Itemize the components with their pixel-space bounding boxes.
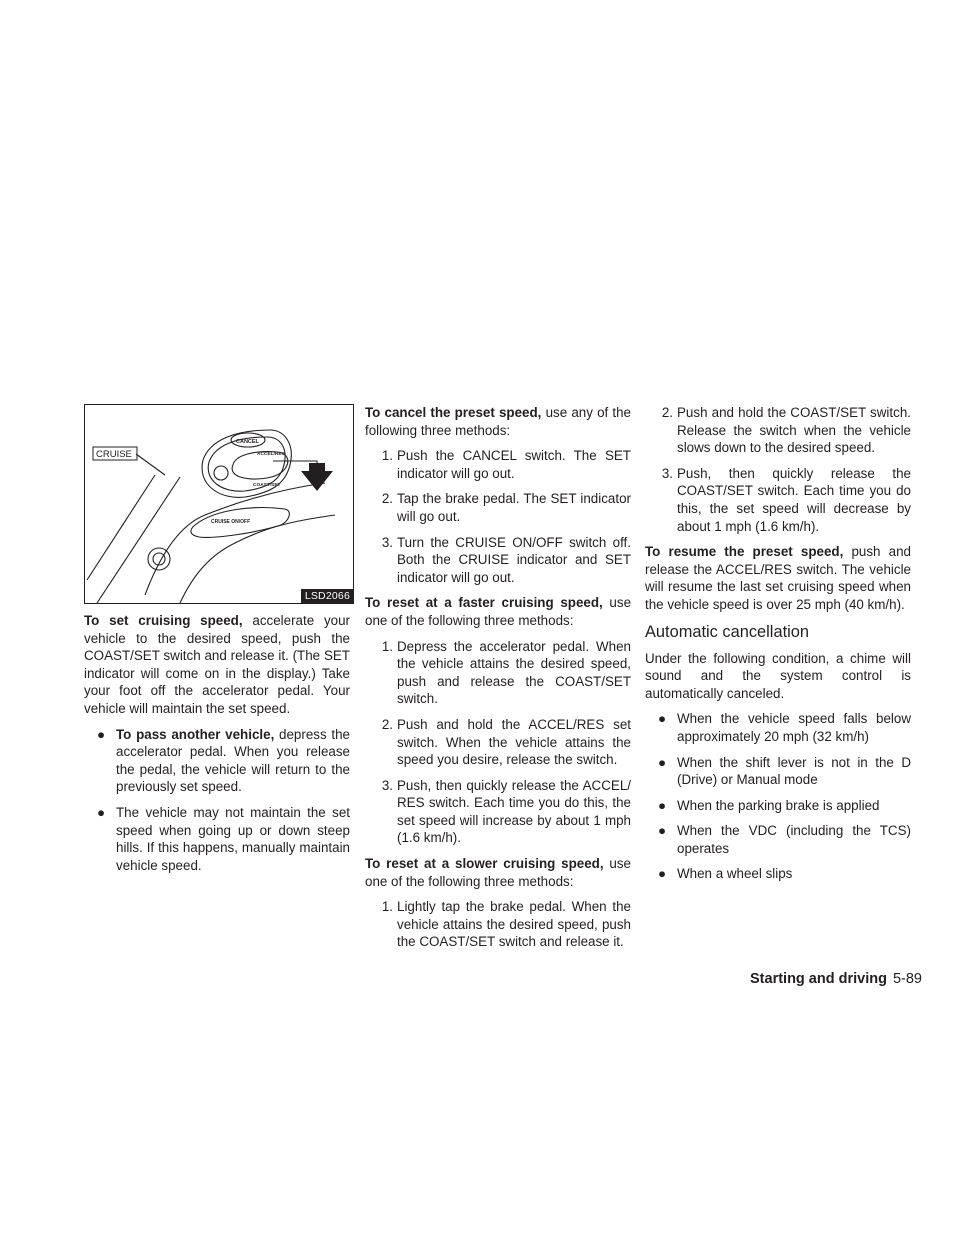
set-lead: To set cruising speed, bbox=[84, 613, 243, 628]
cruise-onoff-switch-label: CRUISE ON/OFF bbox=[211, 519, 251, 525]
column-3 bbox=[645, 404, 911, 891]
steering-wheel-drawing bbox=[85, 405, 353, 603]
accel-res-switch-label: ACCEL/RES bbox=[257, 452, 285, 457]
auto-cancel-intro: Under the following condition, a chime will sound and the system control is automatically canceled. bbox=[645, 650, 911, 701]
section-heading: Automatic cancellation bbox=[645, 622, 809, 641]
section-name: Starting and driving bbox=[750, 971, 887, 987]
list-item: 2. Push and hold the ACCEL/RES set switch. When the vehicle attains the speed you desire, release the switch. bbox=[381, 716, 631, 768]
bullet-mark: ● bbox=[658, 866, 667, 882]
cruise-switch-illustration bbox=[84, 404, 354, 604]
column-2 bbox=[365, 404, 631, 959]
bullet-mark: ● bbox=[658, 754, 667, 770]
list-item: ● When a wheel slips bbox=[658, 866, 793, 882]
list-item: 2. Tap the brake pedal. The SET indicator will go out. bbox=[381, 491, 631, 524]
list-item: ● When the shift lever is not in the D (Drive) or Manual mode bbox=[658, 754, 911, 788]
list-item: 1. Depress the accelerator pedal. When the vehicle attains the desired speed, push and release the COAST/SET switch. bbox=[381, 638, 631, 707]
list-item: 1. Lightly tap the brake pedal. When the vehicle attains the desired speed, push the COAST/SET switch and release it. bbox=[381, 899, 631, 950]
list-item: 3. Push, then quickly release the COAST/SET switch. Each time you do this, the set speed will decrease by about 1 mph (1.6 km/h). bbox=[661, 465, 911, 534]
page-number: 5-89 bbox=[892, 971, 922, 987]
slower-speed-paragraph: To reset at a slower cruising speed, use one of the following three methods: bbox=[365, 856, 632, 889]
cruise-indicator-label: CRUISE bbox=[96, 449, 132, 460]
bullet-mark: ● bbox=[658, 797, 667, 813]
bullet-mark: ● bbox=[658, 711, 667, 727]
list-item: ● The vehicle may not maintain the set speed when going up or down steep hills. If this happens, manually maintain vehicle speed. bbox=[97, 804, 350, 873]
faster-speed-paragraph: To reset at a faster cruising speed, use one of the following three methods: bbox=[365, 595, 632, 628]
list-item: ● When the parking brake is applied bbox=[658, 797, 880, 813]
resume-preset-paragraph: To resume the preset speed, push and release the ACCEL/RES switch. The vehicle will resume the last set cruising speed when the vehicle speed is over 25 mph (40 km/h). bbox=[645, 544, 911, 612]
coast-set-switch-label: COAST/SET bbox=[253, 483, 281, 488]
bullet-mark: ● bbox=[97, 726, 106, 742]
cancel-switch-label: CANCEL bbox=[236, 439, 259, 445]
figure-code: LSD2066 bbox=[301, 589, 353, 603]
list-item: 3. Push, then quickly release the ACCEL/ RES switch. Each time you do this, the set speed will increase by about 1 mph (1.6 km/h). bbox=[381, 777, 631, 846]
bullet-mark: ● bbox=[658, 823, 667, 839]
list-item: ● When the VDC (including the TCS) operates bbox=[658, 823, 911, 856]
list-item: ● To pass another vehicle, depress the accelerator pedal. When you release the pedal, the vehicle will return to the previously set speed. bbox=[97, 726, 350, 795]
list-item: 1. Push the CANCEL switch. The SET indicator will go out. bbox=[381, 448, 631, 481]
column-1 bbox=[84, 404, 350, 882]
set-cruising-speed-paragraph: To set cruising speed, accelerate your vehicle to the desired speed, push the COAST/SET switch and release it. (The SET indicator will come on in the display.) Take your foot off the accelerator pedal. Your vehicle will maintain the set speed. bbox=[84, 613, 350, 716]
bullet-mark: ● bbox=[97, 804, 106, 820]
list-item: 2. Push and hold the COAST/SET switch. Release the switch when the vehicle slows down to the desired speed. bbox=[661, 405, 911, 456]
cancel-preset-paragraph: To cancel the preset speed, use any of the following three methods: bbox=[365, 405, 632, 438]
list-item: ● When the vehicle speed falls below approximately 20 mph (32 km/h) bbox=[658, 711, 911, 744]
page-footer bbox=[750, 970, 922, 988]
list-item: 3. Turn the CRUISE ON/OFF switch off. Both the CRUISE indicator and SET indicator will go out. bbox=[381, 534, 631, 585]
